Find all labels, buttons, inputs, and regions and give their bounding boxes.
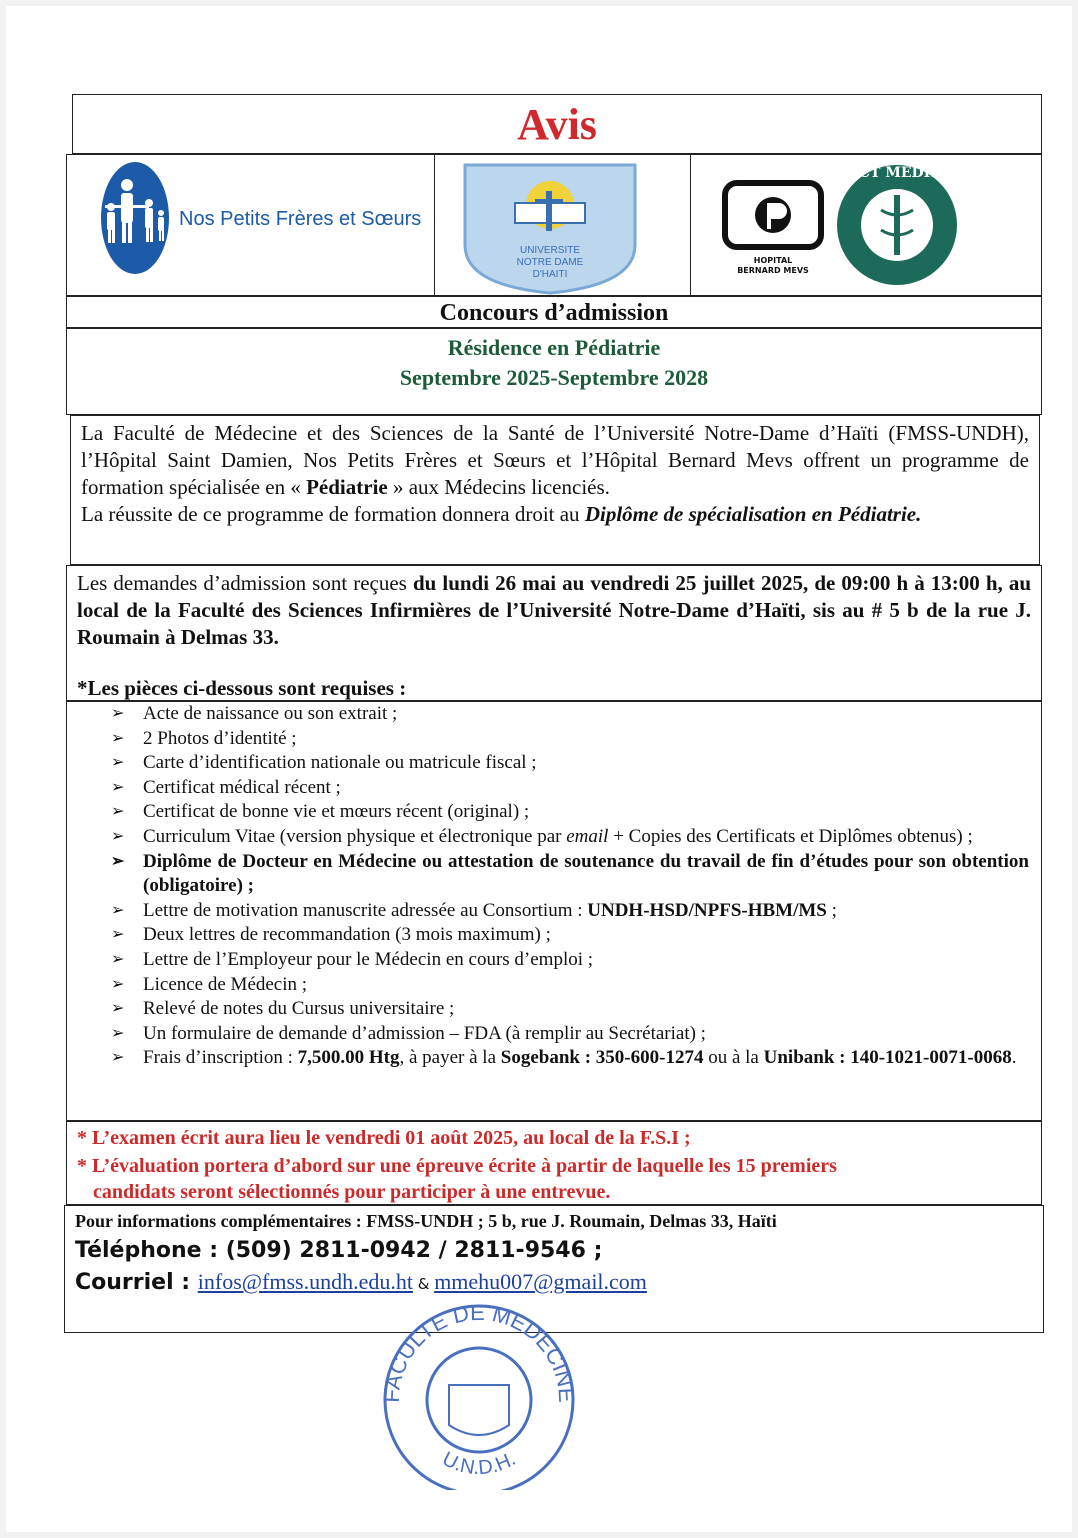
residence-title: Résidence en Pédiatrie [447,335,661,360]
list-item: ➢ Certificat médical récent ; [111,776,1029,801]
period-title: Septembre 2025-Septembre 2028 [399,365,709,390]
stamp-shield-icon [449,1385,509,1435]
demandes-block [66,565,1042,701]
arrow-icon: ➢ [111,705,125,722]
stamp-text-bottom: U.N.D.H. [438,1447,520,1480]
undh-text-3: D'HAITI [532,269,568,280]
arrow-icon: ➢ [111,926,125,944]
email-link-2[interactable]: mmehu007@gmail.com [434,1269,647,1294]
exam-line-1: * L’examen écrit aura lieu le vendredi 01 août 2025, au local de la F.S.I ; [77,1127,691,1149]
pieces-list-block [66,701,1042,1121]
title-row [72,94,1042,154]
list-item: ➢ Lettre de motivation manuscrite adressée au Consortium : UNDH-HSD/NPFS-HBM/MS ; [111,899,1029,924]
intro-block [70,415,1040,565]
arrow-icon: ➢ [111,803,125,821]
notice-frame [66,88,1042,1334]
list-item: ➢ Deux lettres de recommandation (3 mois maximum) ; [111,923,1029,948]
npfs-logo-cell [67,155,435,295]
list-item: ➢ Acte de naissance ou son extrait ; [111,702,1029,727]
list-item: ➢ Diplôme de Docteur en Médecine ou attestation de soutenance du travail de fin d’études pour son obtention (obligatoire) ; [111,850,1029,897]
undh-text-1: UNIVERSITE [519,245,581,256]
arrow-icon: ➢ [111,950,125,968]
faculty-stamp [374,1290,584,1490]
stamp-text-top: FACULTE DE MEDECINE [378,1299,580,1404]
arrow-icon: ➢ [111,1024,125,1042]
npfs-logo-text: Nos Petits Frères et Sœurs [179,208,422,230]
exam-block [66,1121,1042,1205]
list-item: ➢ Licence de Médecin ; [111,973,1029,998]
arrow-icon: ➢ [111,1000,125,1018]
undh-logo-cell [435,155,691,295]
hospital-text-2: BERNARD MEVS [737,266,809,275]
email-line: Courriel : infos@fmss.undh.edu.ht & mmehu007@gmail.com [75,1269,647,1295]
info-line: Pour informations complémentaires : FMSS-UNDH ; 5 b, rue J. Roumain, Delmas 33, Haïti [75,1211,777,1231]
arrow-icon: ➢ [111,729,125,747]
hospital-text-1: HOPITAL [753,256,793,265]
intro-paragraph-2: La réussite de ce programme de formation donnera droit au Diplôme de spécialisation en Pédiatrie. [81,502,922,526]
arrow-icon: ➢ [111,901,125,919]
undh-text-2: NOTRE DAME [516,257,584,268]
pieces-heading: *Les pièces ci-dessous sont requises : [77,676,407,700]
medishare-text: PROJECT MEDISHARE [807,165,987,181]
list-item: ➢ 2 Photos d’identité ; [111,727,1029,752]
partners-logos [691,155,1043,295]
list-item: ➢ Curriculum Vitae (version physique et électronique par email + Copies des Certificats et Diplômes obtenus) ; [111,825,1029,850]
document-page [6,6,1072,1532]
exam-line-2: * L’évaluation portera d’abord sur une épreuve écrite à partir de laquelle les 15 premiers [77,1155,837,1177]
page-title: Avis [517,100,597,149]
list-item: ➢ Frais d’inscription : 7,500.00 Htg, à payer à la Sogebank : 350-600-1274 ou à la Unibank : 140-1021-0071-0068. [111,1046,1029,1071]
logos-row [66,154,1042,296]
demandes-paragraph: Les demandes d’admission sont reçues du lundi 26 mai au vendredi 25 juillet 2025, de 09:00 h à 13:00 h, au local de la Faculté des Sciences Infirmières de l’Université Notre-Dame d’Haïti, sis au # 5 b de la rue J. Roumain à Delmas 33. [77,571,1031,649]
arrow-icon: ➢ [111,778,125,796]
residence-block [66,328,1042,415]
arrow-icon: ➢ [111,852,125,870]
cross-icon [546,191,552,231]
list-item: ➢ Relevé de notes du Cursus universitaire ; [111,997,1029,1022]
exam-line-3: candidats seront sélectionnés pour participer à une entrevue. [93,1181,611,1203]
list-item: ➢ Lettre de l’Employeur pour le Médecin en cours d’emploi ; [111,948,1029,973]
list-item: ➢ Certificat de bonne vie et mœurs récent (original) ; [111,800,1029,825]
arrow-icon: ➢ [111,827,125,845]
arrow-icon: ➢ [111,754,125,772]
email-link-1[interactable]: infos@fmss.undh.edu.ht [197,1269,413,1294]
pieces-list [111,702,1029,1071]
arrow-icon: ➢ [111,975,125,993]
intro-paragraph-1: La Faculté de Médecine et des Sciences de la Santé de l’Université Notre-Dame d’Haïti (FMSS-UNDH), l’Hôpital Saint Damien, Nos Petits Frères et Sœurs et l’Hôpital Bernard Mevs offrent un programme de formation spécialisée en « Pédiatrie » aux Médecins licenciés. [81,421,1029,499]
partners-logo-cell [691,155,1043,295]
list-item: ➢ Carte d’identification nationale ou matricule fiscal ; [111,751,1029,776]
npfs-logo [67,155,435,295]
arrow-icon: ➢ [111,1049,125,1067]
undh-crest [435,155,691,295]
phone-line: Téléphone : (509) 2811-0942 / 2811-9546 ; [75,1238,603,1263]
list-item: ➢ Un formulaire de demande d’admission – FDA (à remplir au Secrétariat) ; [111,1022,1029,1047]
concours-heading: Concours d’admission [66,296,1042,328]
